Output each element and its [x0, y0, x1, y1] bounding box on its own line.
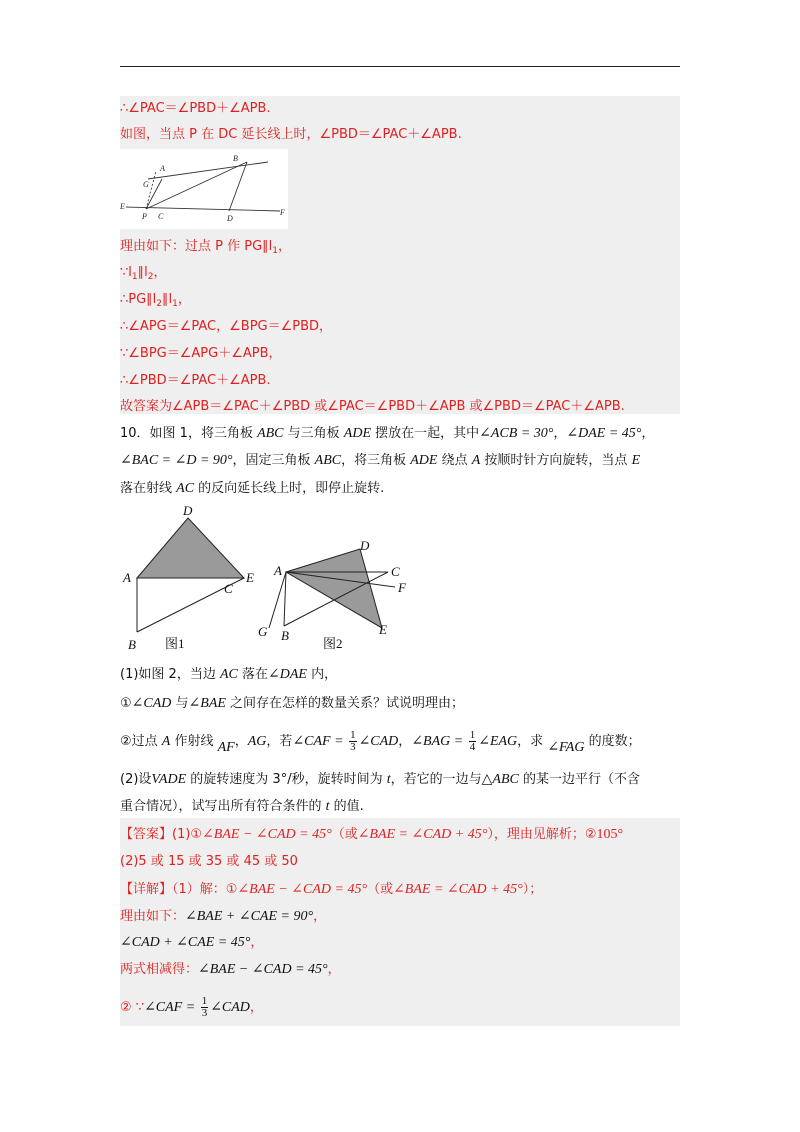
detail-line-1: 【详解】（1）解：①∠BAE − ∠CAD = 45°（或∠BAE = ∠CAD + 45°）；	[120, 882, 543, 897]
prev-line-2: 如图，当点 P 在 DC 延长线上时，∠PBD＝∠PAC＋∠APB.	[120, 127, 462, 142]
prev-line-7: ∵∠BPG＝∠APG＋∠APB，	[120, 346, 282, 361]
fig2-label-A: A	[274, 563, 282, 578]
prev-line-1: ∴∠PAC＝∠PBD＋∠APB.	[120, 101, 271, 116]
question-2-line-1: (2)设VADE 的旋转速度为 3°/秒，旋转时间为 t，若它的一边与△ABC 的某一边平行（不含	[120, 772, 640, 787]
detail-line-4: 两式相减得：∠BAE − ∠CAD = 45°，	[120, 962, 341, 977]
question-1-1-line: ①∠CAD 与∠BAE 之间存在怎样的数量关系？试说明理由；	[120, 696, 465, 711]
fig1-label-E: E	[246, 570, 254, 585]
answer-line-1: 【答案】(1)①∠BAE − ∠CAD = 45°（或∠BAE = ∠CAD + 45°），理由见解析；②105°	[120, 827, 624, 842]
detail-line-3: ∠CAD + ∠CAE = 45°，	[120, 935, 264, 950]
fig-label-E: E	[120, 202, 125, 211]
prev-line-8: ∴∠PBD＝∠PAC＋∠APB.	[120, 373, 271, 388]
fig2-label-G: G	[258, 624, 268, 639]
fig1-caption: 图1	[165, 636, 185, 651]
prev-line-4: $\because l_1\parallel l_2$，	[120, 265, 167, 282]
problem-line-2: ∠BAC = ∠D = 90°，固定三角板 ABC，将三角板 ADE 绕点 A 按顺时针方向旋转，当点 E	[120, 453, 641, 468]
detail-line-5: ② ∵∠CAF = $\frac{1}{3}$ ∠CAD，	[120, 995, 263, 1019]
question-1-line: (1)如图 2，当边 AC 落在∠DAE 内，	[120, 667, 338, 682]
fig2-label-E: E	[379, 622, 387, 637]
parallel-lines-figure	[120, 149, 288, 229]
prev-line-5: $\therefore PG\parallel l_2\parallel l_1$，	[120, 292, 191, 309]
fig1-label-A: A	[123, 570, 131, 585]
prev-line-3: 理由如下：过点 P 作 $PG\parallel l_1$，	[120, 239, 292, 256]
fig2-label-D: D	[360, 538, 370, 553]
header-rule	[120, 66, 680, 67]
fig1-label-B: B	[128, 637, 136, 652]
fig2-label-F: F	[398, 580, 406, 595]
detail-line-2: 理由如下：∠BAE + ∠CAE = 90°，	[120, 909, 327, 924]
fig-label-B: B	[233, 154, 238, 163]
fig-label-D: D	[227, 214, 233, 223]
answer-line-2: (2)5 或 15 或 35 或 45 或 50	[120, 854, 298, 869]
question-2-line-2: 重合情况），试写出所有符合条件的 t 的值.	[120, 799, 364, 814]
figure-1	[120, 500, 270, 660]
prev-line-6: ∴∠APG＝∠PAC，∠BPG＝∠PBD，	[120, 319, 333, 334]
fig-label-G: G	[143, 180, 149, 189]
fig-label-P: P	[142, 212, 147, 221]
fig-label-A: A	[160, 164, 165, 173]
fig-label-F: F	[280, 208, 285, 217]
fig-label-C: C	[158, 212, 164, 221]
fig1-label-C: C	[224, 581, 233, 596]
problem-line-1: 10．如图 1，将三角板 ABC 与三角板 ADE 摆放在一起，其中∠ACB = 30°，∠DAE = 45°，	[120, 426, 655, 441]
question-1-2-line: ②过点 A 作射线 AF，AG，若∠CAF = $\frac{1}{3}$ ∠CAD，∠BAG = $\frac{1}{4}$ ∠EAG，求 ∠FAG 的度数；	[120, 729, 641, 755]
prev-line-9: 故答案为∠APB＝∠PAC＋∠PBD 或∠PAC＝∠PBD＋∠APB 或∠PBD＝∠PAC＋∠APB.	[120, 399, 625, 414]
fig2-label-C: C	[391, 564, 400, 579]
fig2-caption: 图2	[323, 636, 343, 651]
problem-line-3: 落在射线 AC 的反向延长线上时，即停止旋转.	[120, 481, 385, 496]
fig2-label-B: B	[281, 628, 289, 643]
fig1-label-D: D	[183, 503, 193, 518]
figure-2	[255, 528, 425, 658]
